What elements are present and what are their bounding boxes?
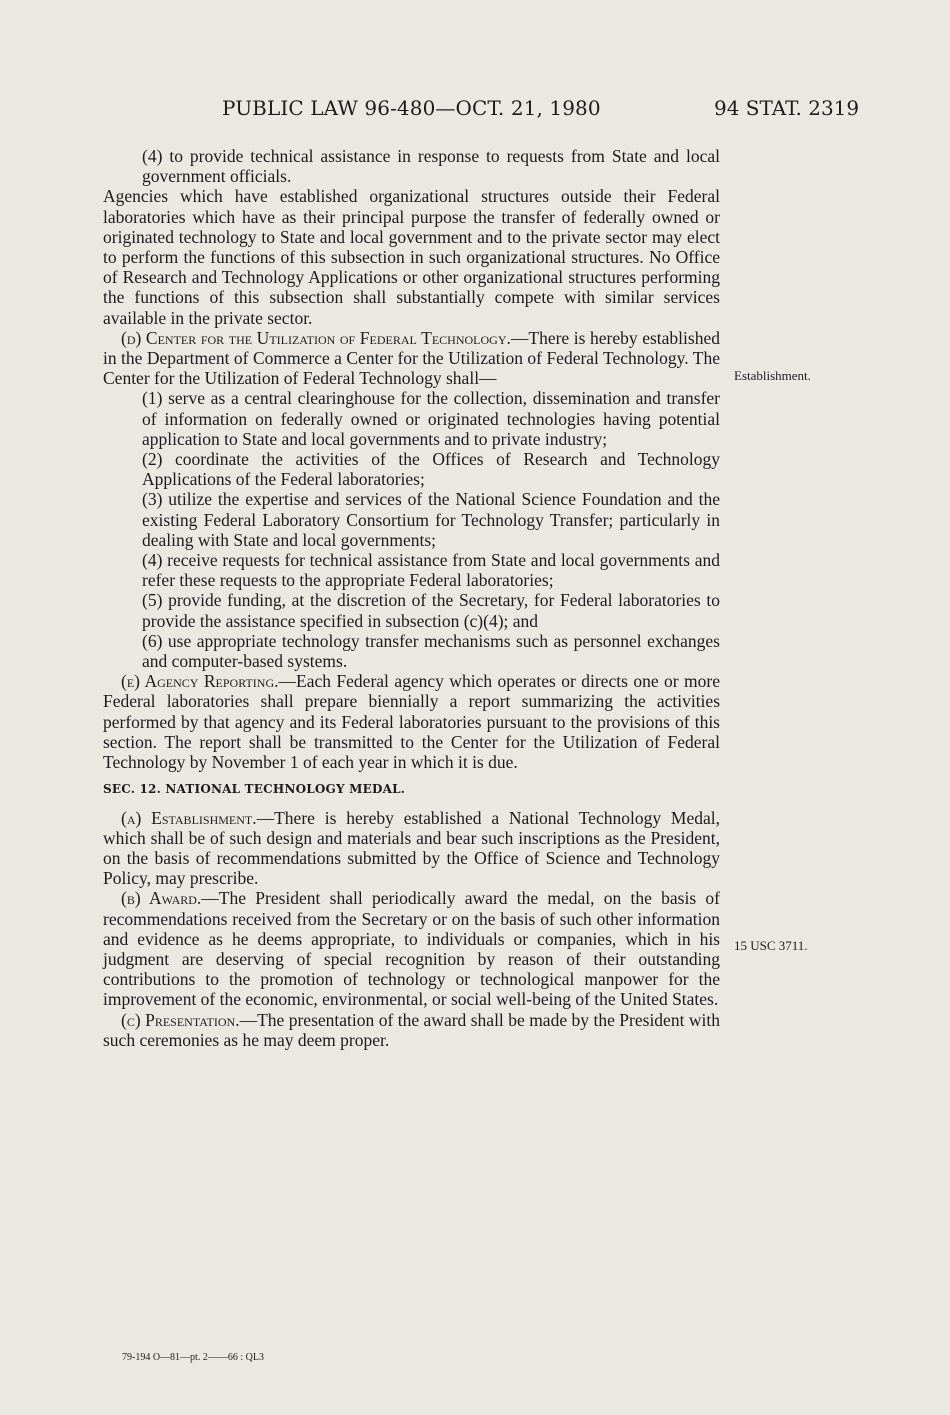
list-item: (6) use appropriate technology transfer mechanisms such as personnel exchanges and computer-based systems. [142,630,720,672]
list-item: (2) coordinate the activities of the Offices of Research and Technology Applications of the Federal laboratories; [142,449,720,490]
margin-note-usc: 15 USC 3711. [734,938,808,953]
margin-note-establishment: Establishment. [734,368,811,383]
heading-b: (b) Award. [121,888,202,909]
paragraph-b [103,888,720,1009]
statute-body [103,146,720,1050]
section-12-heading: SEC. 12. NATIONAL TECHNOLOGY MEDAL. [103,782,406,797]
page-header-title: PUBLIC LAW 96-480—OCT. 21, 1980 [222,96,601,120]
list-item: (3) utilize the expertise and services of the National Science Foundation and the existing Federal Laboratory Consortium for Technology Transfer; particularly in dealing with State and local governments; [142,489,720,550]
text-b: —The President shall periodically award the medal, on the basis of recommendations received from the Secretary or on the basis of such other information and evidence as he deems appropriate, to individuals or companies, which in his judgment are deserving of special recognition by reason of their outstanding contributions to the promotion of technology or technological manpower for the improvement of the economic, environmental, or social well-being of the United States. [103,888,720,1010]
list-item: (5) provide funding, at the discretion of the Secretary, for Federal laboratories to provide the assistance specified in subsection (c)(4); and [142,590,720,631]
text-d: —There is hereby established in the Department of Commerce a Center for the Utilization of Federal Technology. The Center for the Utilization of Federal Technology shall— [103,327,720,389]
paragraph-c4 [103,146,720,186]
list-d-items [103,388,720,671]
paragraph-e [103,671,720,772]
heading-d: (d) Center for the Utilization of Federal Technology. [121,327,511,348]
heading-c: (c) Presentation. [121,1009,240,1030]
page-header-stat: 94 STAT. 2319 [714,96,860,120]
paragraph-a [103,808,720,889]
text-e: —Each Federal agency which operates or directs one or more Federal laboratories shall prepare biennially a report summarizing the activities performed by that agency and its Federal laboratories pursuant to the provisions of this section. The report shall be transmitted to the Center for the Utilization of Federal Technology by November 1 of each year in which it is due. [103,671,720,773]
list-item: (4) receive requests for technical assistance from State and local governments and refer these requests to the appropriate Federal laboratories; [142,550,720,591]
list-item: (1) serve as a central clearinghouse for the collection, dissemination and transfer of information on federally owned or originated technologies having potential application to State and local governments and to private industry; [142,388,720,449]
paragraph-c-structures: Agencies which have established organizational structures outside their Federal laboratories which have as their principal purpose the transfer of federally owned or originated technology to State and local government and to the private sector may elect to perform the functions of this subsection in such organizational structures. No Office of Research and Technology Applications or other organizational structures performing the functions of this subsection shall substantially compete with similar services available in the private sector. [103,186,720,328]
text-c: —The presentation of the award shall be made by the President with such ceremonies as he may deem proper. [103,1009,720,1050]
text-a: —There is hereby established a National Technology Medal, which shall be of such design and materials and bear such inscriptions as the President, on the basis of recommendations submitted by the Office of Science and Technology Policy, may prescribe. [103,807,720,889]
heading-e: (e) Agency Reporting. [121,671,279,692]
heading-a: (a) Establishment. [121,807,257,828]
page-footer: 79-194 O—81—pt. 2——66 : QL3 [122,1352,264,1363]
item-c4: (4) to provide technical assistance in response to requests from State and local government officials. [142,146,720,187]
paragraph-d [103,328,720,389]
paragraph-c-presentation [103,1010,720,1050]
